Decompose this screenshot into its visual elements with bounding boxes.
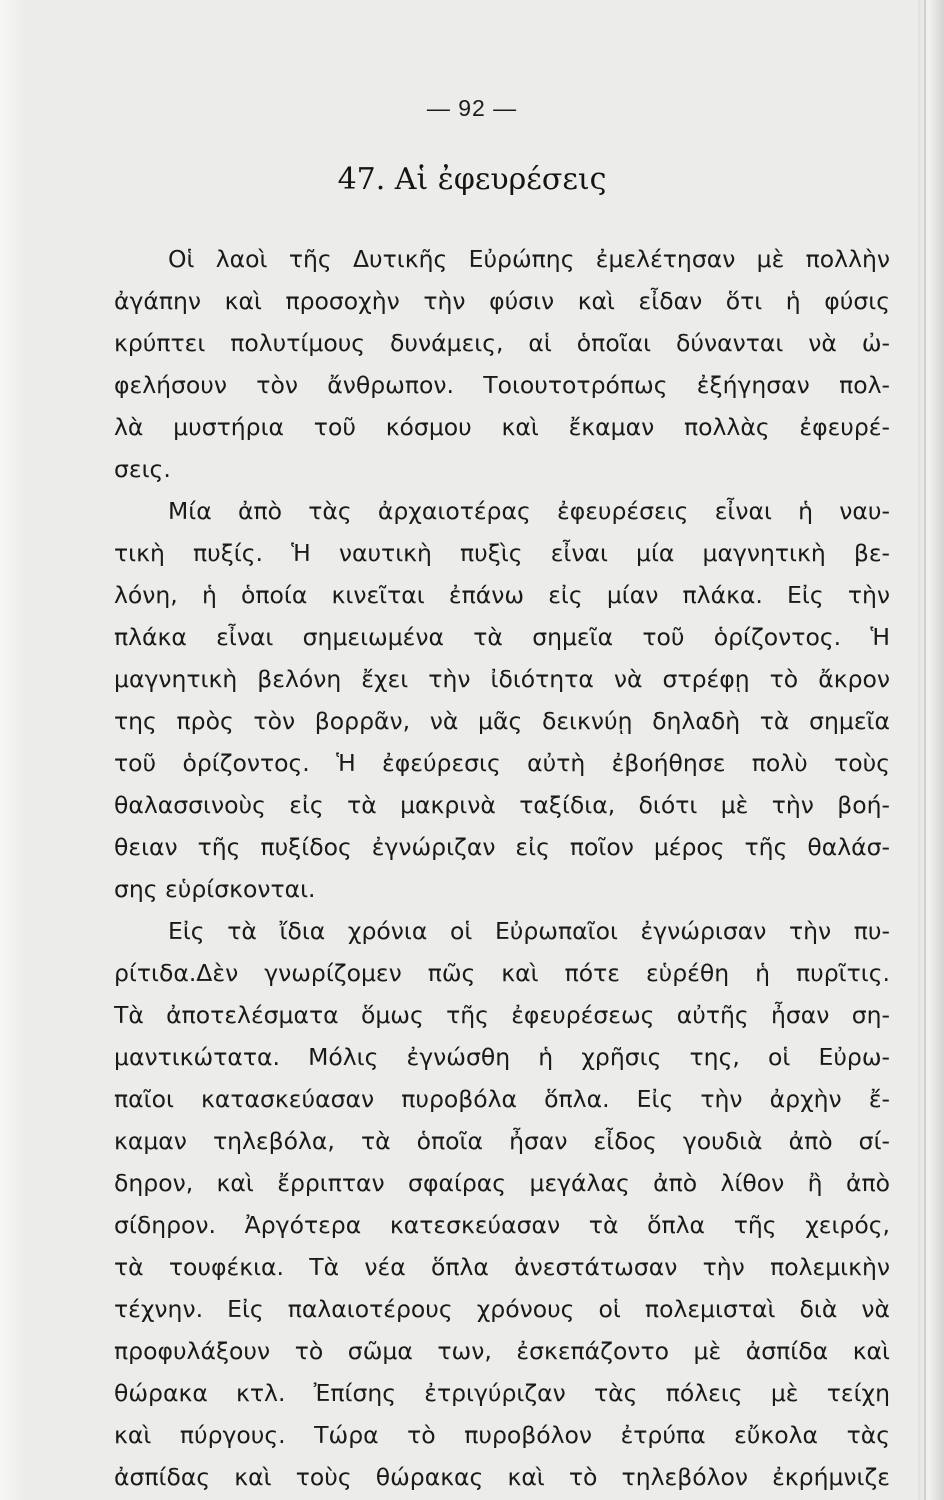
text-line: ἀγάπην καὶ προσοχὴν τὴν φύσιν καὶ εἶδαν ὅτι ἡ φύσις (114, 287, 890, 315)
text-line: ρίτιδα.Δὲν γνωρίζομεν πῶς καὶ πότε εὑρέθη ἡ πυρῖτις. (114, 959, 890, 987)
text-line: προφυλάξουν τὸ σῶμα των, ἐσκεπάζοντο μὲ ἀσπίδα καὶ (114, 1337, 890, 1365)
text-line: μαγνητικὴ βελόνη ἔχει τὴν ἰδιότητα νὰ στρέφῃ τὸ ἄκρον (114, 665, 890, 693)
text-line: πλάκα εἶναι σημειωμένα τὰ σημεῖα τοῦ ὁρίζοντος. Ἡ (114, 623, 890, 651)
text-line: σίδηρον. Ἀργότερα κατεσκεύασαν τὰ ὅπλα τῆς χειρός, (114, 1211, 890, 1239)
text-line: θειαν τῆς πυξίδος ἐγνώριζαν εἰς ποῖον μέρος τῆς θαλάσ- (114, 833, 890, 861)
page-gutter-shadow (0, 0, 26, 1500)
text-line: ἀσπίδας καὶ τοὺς θώρακας καὶ τὸ τηλεβόλον ἐκρήμνιζε (114, 1463, 890, 1491)
text-line: Εἰς τὰ ἴδια χρόνια οἱ Εὐρωπαῖοι ἐγνώρισαν τὴν πυ- (168, 917, 890, 945)
text-line: κρύπτει πολυτίμους δυνάμεις, αἱ ὁποῖαι δύνανται νὰ ὠ- (114, 329, 890, 357)
text-line: παῖοι κατασκεύασαν πυροβόλα ὅπλα. Εἰς τὴν ἀρχὴν ἔ- (114, 1085, 890, 1113)
chapter-title: 47. Αἱ ἐφευρέσεις (337, 162, 607, 197)
text-line: τοῦ ὁρίζοντος. Ἡ ἐφεύρεσις αὐτὴ ἐβοήθησε πολὺ τοὺς (114, 749, 890, 777)
text-line: σης εὑρίσκονται. (114, 875, 316, 903)
text-line: καμαν τηλεβόλα, τὰ ὁποῖα ἦσαν εἶδος γουδιὰ ἀπὸ σί- (114, 1127, 890, 1155)
text-line: Τὰ ἀποτελέσματα ὅμως τῆς ἐφευρέσεως αὐτῆς ἦσαν ση- (114, 1001, 890, 1029)
text-line: σεις. (114, 455, 171, 483)
text-line: τέχνην. Εἰς παλαιοτέρους χρόνους οἱ πολεμισταὶ διὰ νὰ (114, 1295, 890, 1323)
text-line: λὰ μυστήρια τοῦ κόσμου καὶ ἔκαμαν πολλὰς ἐφευρέ- (114, 413, 890, 441)
text-line: τικὴ πυξίς. Ἡ ναυτικὴ πυξὶς εἶναι μία μαγνητικὴ βε- (114, 539, 890, 567)
text-line: Μία ἀπὸ τὰς ἀρχαιοτέρας ἐφευρέσεις εἶναι ἡ ναυ- (168, 497, 890, 525)
text-line: Οἱ λαοὶ τῆς Δυτικῆς Εὐρώπης ἐμελέτησαν μὲ πολλὴν (168, 245, 890, 273)
text-line: καὶ πύργους. Τώρα τὸ πυροβόλον ἐτρύπα εὔκολα τὰς (114, 1421, 890, 1449)
page-edge (918, 0, 944, 1500)
text-line: δηρον, καὶ ἔρριπταν σφαίρας μεγάλας ἀπὸ λίθον ἢ ἀπὸ (114, 1169, 890, 1197)
text-line: μαντικώτατα. Μόλις ἐγνώσθη ἡ χρῆσις της, οἱ Εὐρω- (114, 1043, 890, 1071)
body-text (114, 238, 904, 1498)
text-line: της πρὸς τὸν βορρᾶν, νὰ μᾶς δεικνύῃ δηλαδὴ τὰ σημεῖα (114, 707, 890, 735)
text-line: λόνη, ἡ ὁποία κινεῖται ἐπάνω εἰς μίαν πλάκα. Εἰς τὴν (114, 581, 890, 609)
text-line: τὰ τουφέκια. Τὰ νέα ὅπλα ἀνεστάτωσαν τὴν πολεμικὴν (114, 1253, 890, 1281)
page-number: — 92 — (426, 95, 518, 121)
text-line: θώρακα κτλ. Ἐπίσης ἐτριγύριζαν τὰς πόλεις μὲ τείχη (114, 1379, 890, 1407)
text-line: φελήσουν τὸν ἄνθρωπον. Τοιουτοτρόπως ἐξήγησαν πολ- (114, 371, 890, 399)
text-line: θαλασσινοὺς εἰς τὰ μακρινὰ ταξίδια, διότι μὲ τὴν βοή- (114, 791, 890, 819)
